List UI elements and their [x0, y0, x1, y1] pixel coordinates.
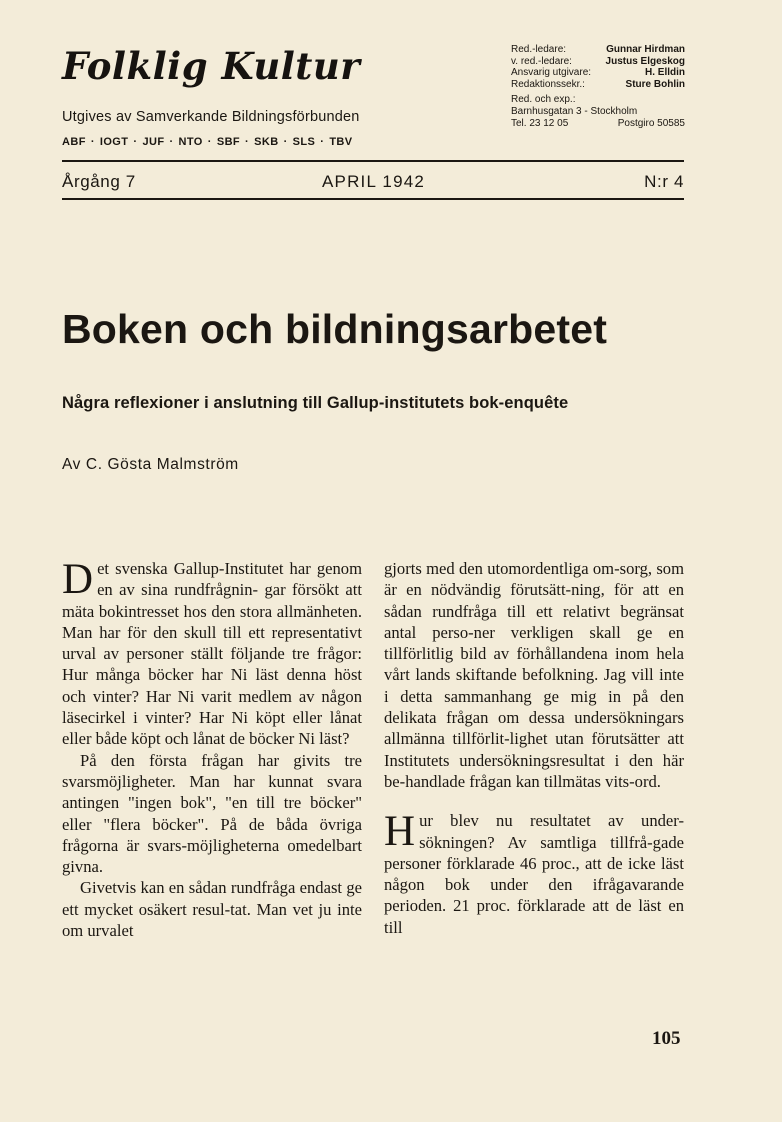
org-separator: · [133, 136, 138, 148]
paragraph: Givetvis kan en sådan rundfråga endast ge ett mycket osäkert resul-tat. Man vet ju inte om urvalet [62, 878, 362, 941]
org-separator: · [207, 136, 212, 148]
editor-label: Ansvarig utgivare: [511, 67, 592, 79]
org-sls: SLS [292, 136, 316, 148]
editorial-info [511, 44, 685, 129]
member-organizations [62, 136, 353, 148]
org-iogt: IOGT [99, 136, 129, 148]
paragraph: Hur blev nu resultatet av under-sökningen? Av samtliga tillfrå-gade personer förklarade 46 proc., att de icke läst någon bok under den ifrågavarande perioden. 21 proc. förklarade att de läst en till [384, 808, 684, 937]
issue-line [62, 169, 684, 195]
org-skb: SKB [254, 136, 279, 148]
editor-label: v. red.-ledare: [511, 55, 572, 67]
org-separator: · [283, 136, 288, 148]
editor-label: Redaktionssekr.: [511, 78, 585, 90]
drop-cap: H [384, 808, 416, 856]
editor-row [511, 56, 685, 68]
editor-label: Red.-ledare: [511, 44, 567, 55]
postgiro: Postgiro 50585 [617, 117, 685, 129]
editor-name: Justus Elgeskog [605, 55, 685, 67]
editor-row [511, 79, 685, 91]
paragraph: gjorts med den utomordentliga om-sorg, som är en nödvändig förutsätt-ning, för att en sådan rundfråga till ett relativt begränsat antal perso-ner verkligen skall ge en tillförlitlig bild av förhållandena inom hela vårt lands skiftande befolkning. Jag vill inte i detta sammanhang ge mig in på den delikata frågan om dessa undersökningars allmänna tillförlit-lighet utan förutsätter att Institutets undersökningsresultat i den här be-handlade frågan kan tillmätas vits-ord. [384, 559, 684, 791]
editor-name: H. Elldin [645, 67, 685, 79]
drop-cap: D [62, 556, 94, 603]
org-separator: · [320, 136, 325, 148]
org-separator: · [169, 136, 174, 148]
issue-date: APRIL 1942 [322, 172, 426, 191]
org-tbv: TBV [329, 136, 353, 148]
column-left [62, 558, 362, 941]
header-rule-top [62, 160, 684, 162]
org-juf: JUF [142, 136, 165, 148]
editor-row [511, 44, 685, 56]
editor-name: Gunnar Hirdman [606, 44, 685, 55]
editor-row [511, 67, 685, 79]
masthead-logo: Folklig Kultur [62, 44, 361, 88]
masthead-subtitle: Utgives av Samverkande Bildningsförbunden [62, 109, 360, 125]
org-abf: ABF [62, 136, 86, 148]
issue-number: N:r 4 [644, 172, 684, 191]
article-byline: Av C. Gösta Malmström [62, 456, 239, 473]
article-deck: Några reflexioner i anslutning till Gallup-institutets bok-enquête [62, 394, 569, 412]
editor-name: Sture Bohlin [625, 78, 685, 90]
org-sbf: SBF [216, 136, 241, 148]
paragraph: Det svenska Gallup-Institutet har genom en av sina rundfrågnin- gar försökt att mäta bokintresset hos den stora allmänheten. Man har för den skull till ett representativt urval av personer ställt följande tre frågor: Hur många böcker har Ni läst denna höst och vinter? Har Ni varit medlem av någon läsecirkel i vinter? Har Ni köpt eller lånat eller både köpt och lånat de böcker Ni läst? [62, 556, 363, 749]
volume: Årgång 7 [62, 172, 136, 191]
phone: Tel. 23 12 05 [511, 117, 569, 129]
org-separator: · [245, 136, 250, 148]
paragraph: På den första frågan har givits tre svarsmöjligheter. Man har kunnat svara antingen "ingen bok", "en till tre böcker" eller "flera böcker". På de båda övriga frågorna är svars-möjligheterna omedelbart givna. [62, 750, 362, 877]
org-separator: · [90, 136, 95, 148]
article-title: Boken och bildningsarbetet [62, 306, 608, 352]
header-rule-bottom [62, 198, 684, 200]
address: Barnhusgatan 3 - Stockholm [511, 105, 638, 117]
org-nto: NTO [178, 136, 203, 148]
column-right [384, 558, 684, 938]
page-number: 105 [652, 1028, 681, 1049]
address-label: Red. och exp.: [511, 94, 576, 106]
phone-postgiro [511, 118, 685, 130]
